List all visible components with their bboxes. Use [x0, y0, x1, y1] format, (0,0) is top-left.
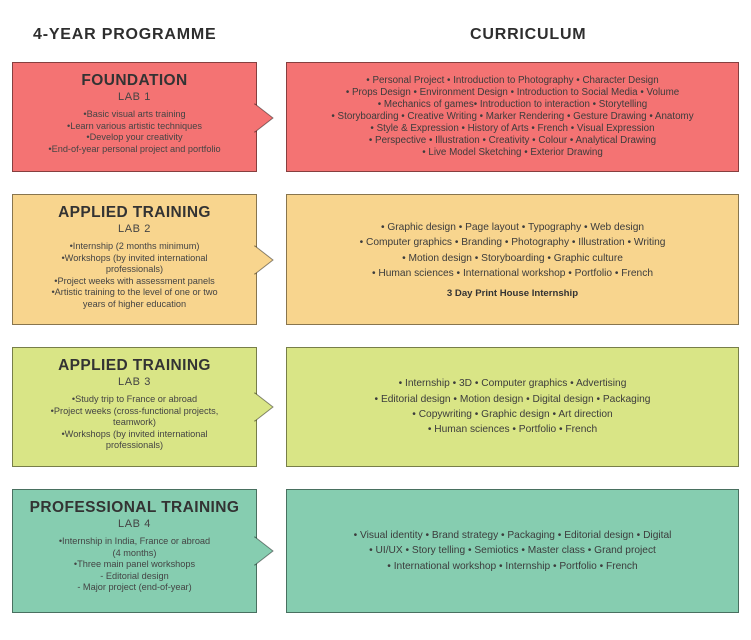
stage-item: •Workshops (by invited international	[61, 428, 208, 439]
stage-items	[13, 394, 256, 452]
stage-item: •Basic visual arts training	[83, 109, 186, 119]
arrow-right-icon	[255, 246, 275, 274]
stage-lab: LAB 3	[118, 376, 151, 388]
programme-heading: 4-YEAR PROGRAMME	[33, 26, 217, 43]
stage-lab: LAB 2	[118, 223, 151, 235]
curriculum-line: • Props Design • Environment Design • Introduction to Social Media • Volume	[345, 87, 680, 99]
curriculum-line: • Storyboarding • Creative Writing • Marker Rendering • Gesture Drawing • Anatomy	[331, 111, 694, 123]
stage-item: •Study trip to France or abroad	[71, 394, 198, 404]
stage-item: years of higher education	[82, 298, 187, 309]
stage-item: - Editorial design	[100, 570, 169, 581]
curriculum-line: • Graphic design • Page layout • Typography • Web design	[380, 221, 645, 233]
curriculum-heading: CURRICULUM	[470, 26, 587, 43]
curriculum-line: • Computer graphics • Branding • Photography • Illustration • Writing	[359, 237, 666, 249]
stage-box	[12, 62, 257, 172]
stage-items	[13, 536, 256, 594]
curriculum-line: • Live Model Sketching • Exterior Drawing	[422, 146, 603, 158]
curriculum-line: • Copywriting • Graphic design • Art direction	[412, 409, 613, 420]
stage-box	[12, 489, 257, 613]
curriculum-highlight: 3 Day Print House Internship	[446, 288, 579, 300]
stage-lab: LAB 1	[118, 91, 151, 103]
stage-item: •Artistic training to the level of one or two	[51, 287, 218, 298]
curriculum-line: • Style & Expression • History of Arts • French • Visual Expression	[370, 122, 655, 134]
curriculum-line: • Editorial design • Motion design • Digital design • Packaging	[374, 393, 651, 405]
curriculum-line: • Motion design • Storyboarding • Graphic culture	[402, 252, 623, 264]
curriculum-line: • Mechanics of games• Introduction to interaction • Storytelling	[377, 99, 648, 111]
stage-box	[12, 347, 257, 467]
stage-item: •Project weeks (cross-functional projects,	[50, 405, 219, 416]
stage-items	[13, 109, 256, 155]
curriculum-line: • Human sciences • Portfolio • French	[427, 424, 598, 436]
stage-item: (4 months)	[112, 547, 157, 558]
stage-item: •Internship in India, France or abroad	[58, 536, 211, 546]
stage-item: •Develop your creativity	[86, 132, 183, 143]
arrow-right-icon	[255, 104, 275, 132]
stage-items	[13, 241, 256, 311]
stage-title: PROFESSIONAL TRAINING	[29, 499, 240, 516]
stage-item: •Learn various artistic techniques	[67, 120, 202, 131]
curriculum-line: • Human sciences • International workshop • Portfolio • French	[372, 267, 653, 279]
stage-title: FOUNDATION	[81, 72, 188, 89]
stage-item: •End-of-year personal project and portfolio	[48, 143, 221, 154]
curriculum-line: • UI/UX • Story telling • Semiotics • Master class • Grand project	[369, 545, 656, 557]
curriculum-box	[286, 62, 739, 172]
stage-item: teamwork)	[113, 417, 156, 428]
curriculum-line: • International workshop • Internship • Portfolio • French	[387, 560, 638, 572]
stage-title: APPLIED TRAINING	[58, 357, 211, 374]
stage-item: professionals)	[105, 440, 164, 451]
stage-item: professionals)	[105, 264, 164, 275]
curriculum-box	[286, 194, 739, 325]
curriculum-line: • Perspective • Illustration • Creativity • Colour • Analytical Drawing	[368, 134, 657, 146]
curriculum-box	[286, 489, 739, 613]
stage-item: •Three main panel workshops	[73, 559, 196, 570]
arrow-right-icon	[255, 537, 275, 565]
curriculum-line: • Internship • 3D • Computer graphics • Advertising	[398, 378, 627, 390]
stage-box	[12, 194, 257, 325]
curriculum-box	[286, 347, 739, 467]
stage-item: - Major project (end-of-year)	[77, 582, 192, 593]
arrow-right-icon	[255, 393, 275, 421]
curriculum-line: • Personal Project • Introduction to Photography • Character Design	[366, 75, 659, 87]
curriculum-line: • Visual identity • Brand strategy • Packaging • Editorial design • Digital	[353, 530, 672, 542]
stage-item: •Internship (2 months minimum)	[69, 241, 200, 251]
stage-lab: LAB 4	[118, 518, 151, 530]
stage-item: •Project weeks with assessment panels	[54, 275, 215, 286]
stage-item: •Workshops (by invited international	[61, 252, 208, 263]
stage-title: APPLIED TRAINING	[58, 204, 211, 221]
